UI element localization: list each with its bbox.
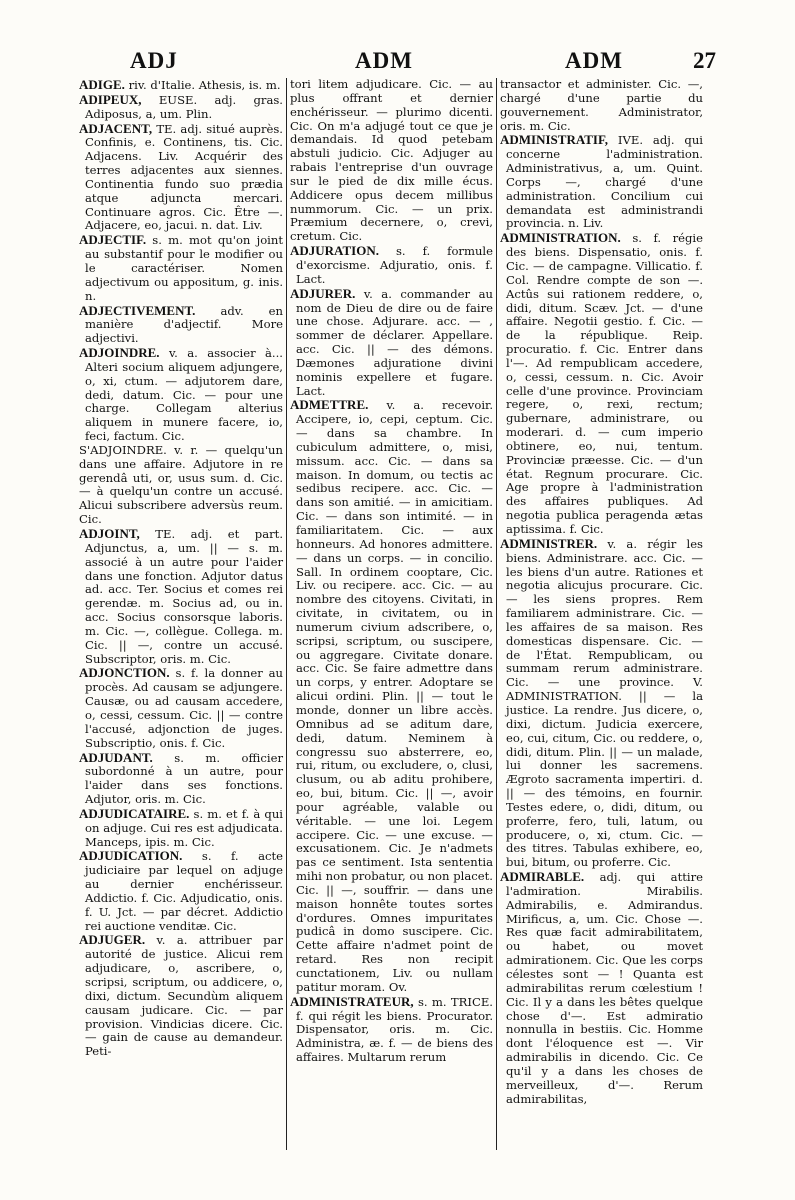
entry-text: s. f. formule d'exorcisme. Adjuratio, onis. f. Lact. (296, 244, 493, 286)
entry-headword: ADMIRABLE. (500, 869, 585, 885)
dictionary-entry (290, 287, 493, 399)
page-number: 27 (693, 48, 716, 73)
dictionary-entry (79, 304, 283, 347)
dictionary-entry (500, 133, 703, 231)
dictionary-entry (79, 444, 283, 527)
entry-headword: ADJOINT, (79, 526, 140, 541)
dictionary-entry (500, 231, 703, 537)
entry-text: s. f. régie des biens. Dispensatio, onis. f. Cic. — de campagne. Villicatio. f. Col. Rendre compte de son —. Actûs sui rationem reddere, o, didi, ditum. Scæv. Jct. — d'une affaire. Negotii gestio. f. Cic. — de la république. Reip. procuratio. f. Cic. Entrer dans l'—. Ad rempublicam accedere, o, cessi, cessum. n. Cic. Avoir celle d'une province. Provinciam regere, o, rexi, rectum; gubernare, administrare, ou moderari. d. — cum imperio obtinere, eo, nui, tentum. Provinciæ præesse. Cic. — d'un état. Regnum procurare. Cic. Age propre à l'administration des affaires publiques. Ad negotia publica peragenda ætas aptissima. f. Cic. (506, 231, 704, 536)
entry-headword: ADMINISTRATIF, (500, 132, 608, 148)
entry-text: TE. adj. et part. Adjunctus, a, um. || — s. m. associé à un autre pour l'aider dans une fonction. Adjutor datus ad. acc. Ter. Socius et comes rei gerendæ. m. Socius ad, ou in. acc. Socius consorsque laboris. m. Cic. —, collègue. Collega. m. Cic. || —, contre un accusé. Subscriptor, oris. m. Cic. (85, 527, 284, 666)
column-2 (286, 78, 496, 1150)
entry-headword: ADMINISTRATION. (500, 230, 621, 246)
entry-headword: ADMETTRE. (290, 397, 369, 413)
entry-text: s. f. acte judiciaire par lequel on adjuge au dernier enchérisseur. Addictio. f. Cic. Adjudicatio, onis. f. U. Jct. — par décret. Addictio rei auctione venditæ. Cic. (85, 849, 284, 933)
dictionary-entry (79, 751, 283, 807)
dictionary-entry (500, 870, 703, 1106)
dictionary-entry (79, 807, 283, 850)
entry-headword: ADMINISTRATEUR, (290, 993, 414, 1009)
entry-headword: ADJACENT, (79, 120, 153, 136)
dictionary-entry (500, 78, 703, 133)
dictionary-entry (290, 244, 493, 287)
dictionary-entry (500, 537, 703, 870)
entry-text: tori litem adjudicare. Cic. — au plus offrant et dernier enchérisseur. — plurimo dicenti. Cic. On m'a adjugé tout ce que je demandais. Id quod petebam abstuli judicio. Cic. Adjuger au rabais l'entreprise d'un ouvrage sur le pied de dix mille écus. Addicere opus decem millibus nummorum. Cic. — un prix. Præmium decernere, o, crevi, cretum. Cic. (290, 78, 493, 244)
dictionary-entry (79, 78, 283, 93)
running-header (70, 48, 720, 78)
entry-text: s. m. et f. à qui on adjuge. Cui res est adjudicata. Manceps, ipis. m. Cic. (85, 806, 283, 849)
entry-headword: ADJUGER. (79, 932, 146, 948)
guide-word-center: ADM (355, 48, 413, 73)
entry-headword: ADJUDANT. (79, 749, 153, 765)
dictionary-entry (290, 398, 493, 994)
entry-headword: ADJONCTION. (79, 665, 170, 681)
guide-word-left: ADJ (130, 48, 178, 73)
entry-headword: ADIPEUX, (79, 91, 142, 107)
entry-headword: ADJUDICATION. (79, 848, 183, 864)
entry-text: v. a. associer à... Alteri socium aliquem adjungere, o, xi, ctum. — adjutorem dare, dedi, datum. Cic. — pour une charge. Collegam alterius aliquem in munere facere, io, feci, factum. Cic. (85, 346, 283, 444)
entry-text: transactor et administer. Cic. —, chargé d'une partie du gouvernement. Administrator, oris. m. Cic. (500, 78, 703, 133)
entry-text: s. m. mot qu'on joint au substantif pour le modifier ou le caractériser. Nomen adjectivum ou appositum, g. inis. n. (85, 233, 284, 303)
column-3 (496, 78, 706, 1150)
entry-text: IVE. adj. qui concerne l'administration. Administrativus, a, um. Quint. Corps —, chargé d'une administration. Concilium cui demandata est administrandi provincia. n. Liv. (506, 133, 704, 231)
column-1 (76, 78, 286, 1150)
entry-headword: ADJURATION. (290, 243, 379, 259)
dictionary-entry (79, 233, 283, 303)
dictionary-entry (79, 666, 283, 750)
entry-text: s. m. TRICE. f. qui régit les biens. Procurator. Dispensator, oris. m. Cic. Administra, æ. f. — de biens des affaires. Multarum rerum (296, 994, 493, 1065)
entry-headword: ADJECTIF. (79, 232, 147, 248)
guide-word-right: ADM (565, 48, 623, 73)
entry-text: v. a. régir les biens. Administrare. acc. Cic. — les biens d'un autre. Rationes et negotia alicujus procurare. Cic. — les siens propres. Rem familiarem administrare. Cic. — les affaires de sa maison. Res domesticas dispensare. Cic. — de l'État. Rempublicam, ou summam rerum administrare. Cic. — une province. V. ADMINISTRATION. || — la justice. La rendre. Jus dicere, o, dixi, dictum. Judicia exercere, eo, cui, citum, Cic. ou reddere, o, didi, ditum. Plin. || — un malade, lui donner les sacremens. Ægroto sacramenta impertiri. d. || — des témoins, en fournir. Testes edere, o, didi, ditum, ou proferre, fero, tuli, latum, ou producere, o, xi, ctum. Cic. — des titres. Tabulas exhibere, eo, bui, bitum, ou proferre. Cic. (506, 536, 704, 870)
dictionary-entry (79, 93, 283, 122)
entry-text: s. f. la donner au procès. Ad causam se adjungere. Causæ, ou ad causam accedere, o, cessi, cessum. Cic. || — contre l'accusé, adjonction de juges. Subscriptio, onis. f. Cic. (85, 666, 283, 750)
entry-headword: ADIGE. (79, 78, 125, 92)
entry-text: adv. en manière d'adjectif. More adjectivi. (85, 303, 283, 346)
entry-headword: ADMINISTRER. (500, 535, 598, 551)
entry-text: S'ADJOINDRE. v. r. — quelqu'un dans une affaire. Adjutore in re gerendâ uti, or, usus sum. d. Cic. — à quelqu'un contre un accusé. Alicui subscribere adversùs reum. Cic. (79, 442, 283, 527)
dictionary-entry (79, 527, 283, 666)
dictionary-entry (79, 849, 283, 933)
entry-text: s. m. officier subordonné à un autre, pour l'aider dans ses fonctions. Adjutor, oris. m. Cic. (85, 750, 283, 807)
entry-headword: ADJUDICATAIRE. (79, 805, 190, 821)
entry-columns (76, 78, 710, 1150)
dictionary-entry (79, 122, 283, 234)
entry-text: riv. d'Italie. Athesis, is. m. (128, 78, 281, 92)
entry-headword: ADJOINDRE. (79, 345, 160, 361)
entry-text: EUSE. adj. gras. Adiposus, a, um. Plin. (85, 92, 283, 121)
entry-text: v. a. recevoir. Accipere, io, cepi, ceptum. Cic. — dans sa chambre. In cubiculum admittere, o, misi, missum. acc. Cic. — dans sa maison. In domum, ou tectis ac sedibus recipere. acc. Cic. — dans son amitié. — in amicitiam. Cic. — dans son intimité. — in familiaritatem. Cic. — aux honneurs. Ad honores admittere. — dans un corps. — in concilio. Sall. In ordinem cooptare, Cic. Liv. ou recipere. acc. Cic. — au nombre des citoyens. Civitati, in civitate, in civitatem, ou in numerum civium adscribere, o, scripsi, scriptum, ou suscipere, ou aggregare. Civitate donare. acc. Cic. Se faire admettre dans un corps, y entrer. Adoptare se alicui ordini. Plin. || — tout le monde, donner un libre accès. Omnibus ad se aditum dare, dedi, datum. Neminem à congressu suo absterrere, eo, rui, ritum, ou excludere, o, clusi, clusum, ou ab aditu prohibere, eo, bui, bitum. Cic. || —, avoir pour agréable, valable ou véritable. — une loi. Legem accipere. Cic. — une excuse. — excusationem. Cic. Je n'admets pas ce sentiment. Ista sententia mihi non probatur, ou non placet. Cic. || —, souffrir. — dans une maison honnête toutes sortes d'ordures. Omnes impuritates pudicâ in domo suscipere. Cic. Cette affaire n'admet point de retard. Res non recipit cunctationem, Liv. ou nullam patitur moram. Ov. (296, 398, 493, 994)
dictionary-entry (290, 78, 493, 244)
dictionary-entry (290, 995, 493, 1065)
entry-headword: ADJECTIVEMENT. (79, 302, 196, 318)
entry-text: adj. qui attire l'admiration. Mirabilis. Admirabilis, e. Admirandus. Mirificus, a, um. Cic. Chose —. Res quæ facit admirabilitatem, ou habet, ou movet admirationem. Cic. Que les corps célestes sont — ! Quanta est admirabilitas rerum cœlestium ! Cic. Il y a dans les bêtes quelque chose d'—. Est admiratio nonnulla in bestiis. Cic. Homme dont l'éloquence est —. Vir admirabilis in dicendo. Cic. Ce qu'il y a dans les choses de merveilleux, d'—. Rerum admirabilitas, (506, 870, 703, 1106)
entry-text: v. a. attribuer par autorité de justice. Alicui rem adjudicare, o, ascribere, o, scripsi, scriptum, ou addicere, o, dixi, dictum. Secundùm aliquem causam judicare. Cic. — par provision. Vindicias dicere. Cic. — gain de cause au demandeur. Peti- (85, 933, 283, 1059)
entry-headword: ADJURER. (290, 285, 356, 301)
entry-text: TE. adj. situé auprès. Confinis, e. Continens, tis. Cic. Adjacens. Liv. Acquérir des terres adjacentes aux siennes. Continentia fundo suo prædia atque adjuncta mercari. Continuare agros. Cic. Être —. Adjacere, eo, jacui. n. dat. Liv. (85, 121, 283, 233)
entry-text: v. a. commander au nom de Dieu de dire ou de faire une chose. Adjurare. acc. — , sommer de déclarer. Appellare. acc. Cic. || — des démons. Dæmones adjuratione divini nominis expellere et fugare. Lact. (296, 286, 493, 398)
dictionary-entry (79, 933, 283, 1059)
dictionary-entry (79, 346, 283, 444)
